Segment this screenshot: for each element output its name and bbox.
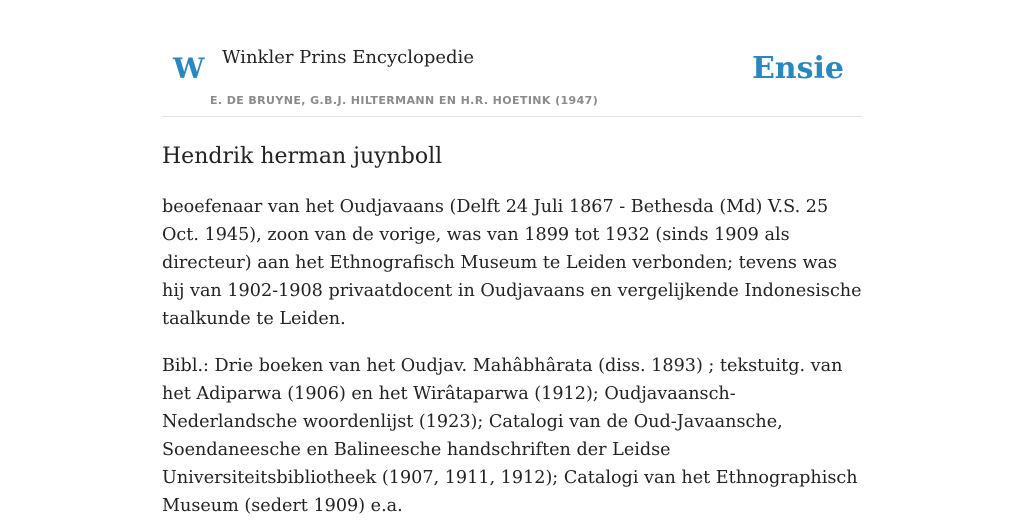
page-title: Hendrik herman juynboll bbox=[162, 144, 443, 169]
source-authors: E. DE BRUYNE, G.B.J. HILTERMANN EN H.R. HOETINK (1947) bbox=[210, 94, 599, 107]
source-title[interactable]: Winkler Prins Encyclopedie bbox=[222, 47, 474, 68]
source-header bbox=[162, 0, 862, 117]
ensie-logo-link[interactable]: Ensie bbox=[751, 51, 844, 86]
article-page bbox=[162, 0, 862, 520]
article-paragraph-bibliography: Bibl.: Drie boeken van het Oudjav. Mahâbhârata (diss. 1893) ; tekstuitg. van het Adiparwa (1906) en het Wirâtaparwa (1912); Oudjavaansch-Nederlandsche woordenlijst (1923); Catalogi van de Oud-Javaansche, Soendaneesche en Balineesche handschriften der Leidse Universiteitsbibliotheek (1907, 1911, 1912); Catalogi van het Ethnographisch Museum (sedert 1909) e.a. bbox=[162, 356, 858, 516]
winkler-prins-logo[interactable]: W bbox=[173, 52, 205, 85]
article-paragraph-biography: beoefenaar van het Oudjavaans (Delft 24 Juli 1867 - Bethesda (Md) V.S. 25 Oct. 1945), zoon van de vorige, was van 1899 tot 1932 (sinds 1909 als directeur) aan het Ethnografisch Museum te Leiden verbonden; tevens was hij van 1902-1908 privaatdocent in Oudjavaans en vergelijkende Indonesische taalkunde te Leiden. bbox=[162, 197, 862, 329]
